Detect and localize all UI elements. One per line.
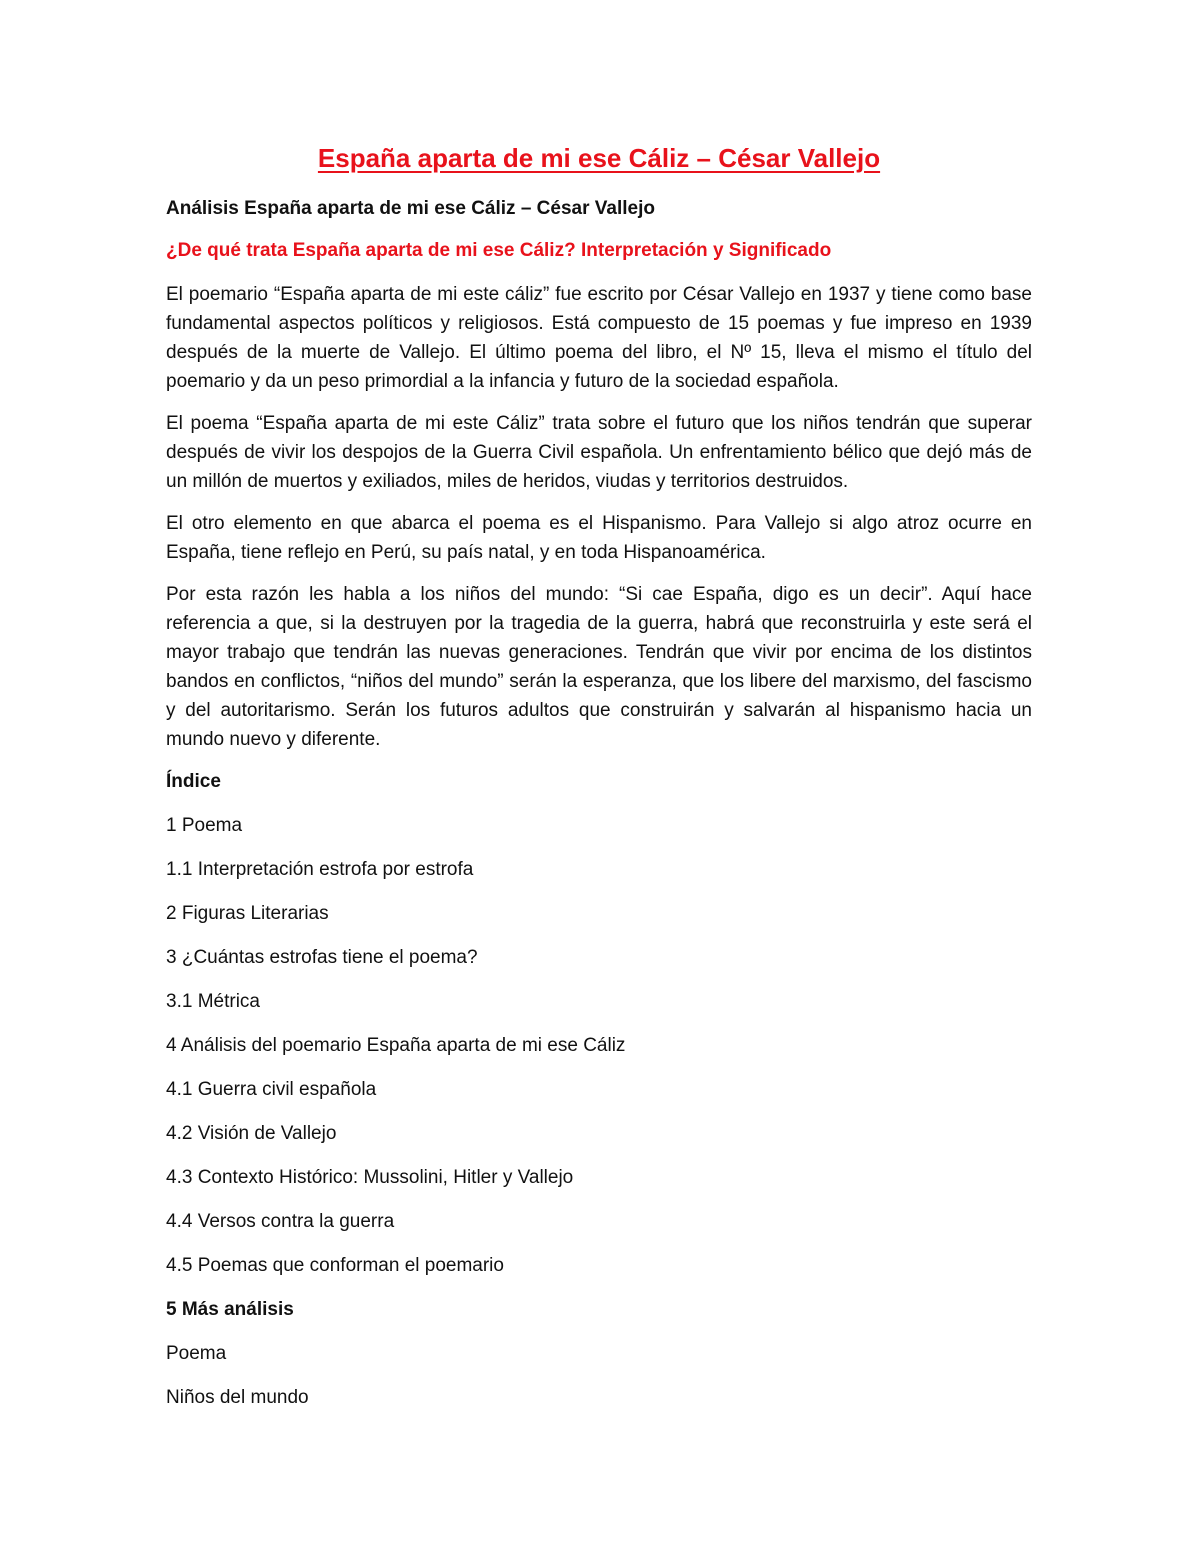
index-item: 1.1 Interpretación estrofa por estrofa [166, 859, 474, 880]
index-item: 1 Poema [166, 815, 243, 836]
document-page [166, 140, 1032, 1427]
document-title: España aparta de mi ese Cáliz – César Vallejo [317, 143, 881, 173]
poem-first-line: Niños del mundo [166, 1387, 309, 1408]
index-heading: Índice [166, 771, 221, 792]
index-item: 5 Más análisis [166, 1299, 294, 1320]
paragraph: El otro elemento en que abarca el poema es el Hispanismo. Para Vallejo si algo atroz ocurre en España, tiene reflejo en Perú, su país natal, y en toda Hispanoamérica. [166, 513, 1032, 563]
index-item: 2 Figuras Literarias [166, 903, 329, 924]
poem-heading: Poema [166, 1343, 227, 1364]
index-item: 4.5 Poemas que conforman el poemario [166, 1255, 504, 1276]
paragraph: Por esta razón les habla a los niños del mundo: “Si cae España, digo es un decir”. Aquí hace referencia a que, si la destruyen por la tragedia de la guerra, habrá que reconstruirla y este será el mayor trabajo que tendrán las nuevas generaciones. Tendrán que vivir por encima de los distintos bandos en conflictos, “niños del mundo” serán la esperanza, que los libere del marxismo, del fascismo y del autoritarismo. Serán los futuros adultos que construirán y salvarán al hispanismo hacia un mundo nuevo y diferente. [166, 584, 1032, 750]
document-subtitle: Análisis España aparta de mi ese Cáliz – César Vallejo [166, 198, 655, 219]
section-question-heading: ¿De qué trata España aparta de mi ese Cáliz? Interpretación y Significado [166, 240, 832, 261]
paragraph: El poemario “España aparta de mi este cáliz” fue escrito por César Vallejo en 1937 y tiene como base fundamental aspectos políticos y religiosos. Está compuesto de 15 poemas y fue impreso en 1939 después de la muerte de Vallejo. El último poema del libro, el Nº 15, lleva el mismo el título del poemario y da un peso primordial a la infancia y futuro de la sociedad española. [166, 284, 1032, 392]
index-item: 4 Análisis del poemario España aparta de mi ese Cáliz [166, 1035, 626, 1056]
index-item: 4.2 Visión de Vallejo [166, 1123, 337, 1144]
paragraph: El poema “España aparta de mi este Cáliz” trata sobre el futuro que los niños tendrán que superar después de vivir los despojos de la Guerra Civil española. Un enfrentamiento bélico que dejó más de un millón de muertos y exiliados, miles de heridos, viudas y territorios destruidos. [166, 413, 1032, 492]
index-item: 3.1 Métrica [166, 991, 260, 1012]
index-item: 3 ¿Cuántas estrofas tiene el poema? [166, 947, 478, 968]
index-item: 4.4 Versos contra la guerra [166, 1211, 395, 1232]
index-item: 4.1 Guerra civil española [166, 1079, 377, 1100]
index-item: 4.3 Contexto Histórico: Mussolini, Hitler y Vallejo [166, 1167, 574, 1188]
